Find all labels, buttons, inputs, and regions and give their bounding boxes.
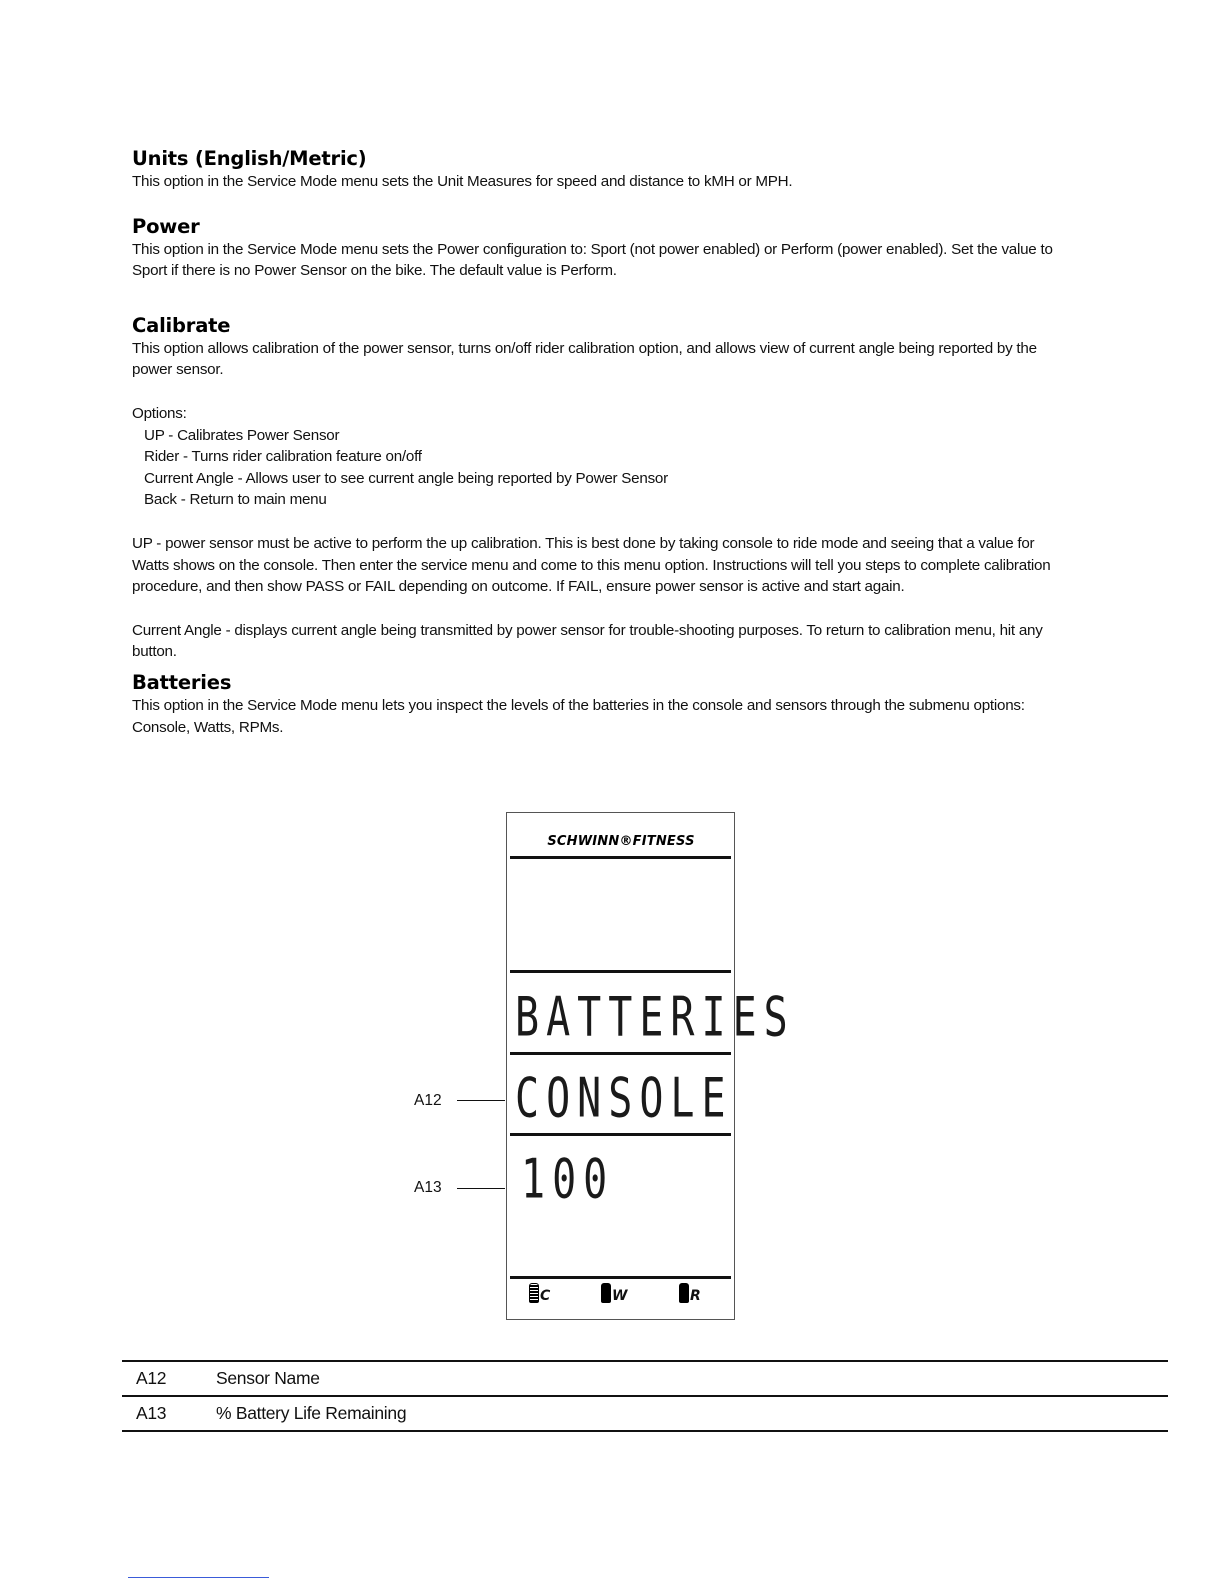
divider [510, 1276, 731, 1279]
lcd-sensor-name: CONSOLE [515, 1067, 733, 1131]
divider [510, 856, 731, 859]
option-current-angle: Current Angle - Allows user to see current angle being reported by Power Sensor [144, 469, 668, 487]
lcd-battery-percent: 100 [521, 1148, 615, 1212]
calibrate-line-1: This option allows calibration of the power sensor, turns on/off rider calibration option, and allows view of current angle being reported by the [132, 339, 1037, 357]
battery-solid-icon [679, 1283, 689, 1303]
battery-rpm-indicator: R [679, 1283, 701, 1303]
divider [510, 1052, 731, 1055]
divider [510, 1133, 731, 1136]
legend-code: A13 [136, 1403, 167, 1423]
battery-console-indicator: C [529, 1283, 550, 1303]
callout-a12-leader [457, 1100, 505, 1101]
schwinn-fitness-logo: SCHWINN®FITNESS [547, 834, 695, 849]
options-label: Options: [132, 404, 187, 422]
option-back: Back - Return to main menu [144, 491, 327, 509]
units-body: This option in the Service Mode menu sets the Unit Measures for speed and distance to kMH or MPH. [132, 173, 793, 190]
batteries-line-2: Console, Watts, RPMs. [132, 718, 284, 736]
lcd-menu-title: BATTERIES [515, 986, 795, 1050]
option-rider: Rider - Turns rider calibration feature on/off [144, 448, 422, 466]
callout-a13-leader [457, 1188, 505, 1189]
callout-a13: A13 [414, 1179, 442, 1196]
footnote-rule [128, 1577, 269, 1578]
up-line-2: Watts shows on the console. Then enter the service menu and come to this menu option. Instructions will tell you steps to complete calibration [132, 556, 1051, 574]
units-heading: Units (English/Metric) [132, 147, 367, 170]
legend-code: A12 [136, 1368, 167, 1388]
angle-line-2: button. [132, 643, 177, 661]
console-display [506, 812, 795, 1320]
power-heading: Power [132, 214, 200, 238]
battery-watts-indicator: W [601, 1283, 627, 1303]
legend-table [122, 1360, 1168, 1432]
option-up: UP - Calibrates Power Sensor [144, 426, 340, 444]
callout-a12: A12 [414, 1092, 442, 1109]
power-line-2: Sport if there is no Power Sensor on the bike. The default value is Perform. [132, 262, 617, 280]
table-row [122, 1396, 1168, 1431]
content [132, 147, 1092, 738]
legend-desc: % Battery Life Remaining [216, 1403, 407, 1423]
angle-line-1: Current Angle - displays current angle being transmitted by power sensor for trouble-shooting purposes. To return to calibration menu, hit any [132, 621, 1043, 639]
calibrate-heading: Calibrate [132, 313, 231, 337]
legend-desc: Sensor Name [216, 1368, 320, 1388]
table-row [122, 1361, 1168, 1396]
up-line-3: procedure, and then show PASS or FAIL depending on outcome. If FAIL, ensure power sensor is active and start again. [132, 578, 905, 596]
battery-hatched-icon [529, 1283, 539, 1303]
power-line-1: This option in the Service Mode menu sets the Power configuration to: Sport (not power enabled) or Perform (power enabled). Set the value to [132, 240, 1053, 258]
calibrate-line-2: power sensor. [132, 361, 224, 379]
batteries-line-1: This option in the Service Mode menu lets you inspect the levels of the batteries in the console and sensors through the submenu options: [132, 696, 1025, 714]
battery-indicators [529, 1280, 719, 1310]
battery-solid-icon [601, 1283, 611, 1303]
batteries-heading: Batteries [132, 670, 232, 694]
up-line-1: UP - power sensor must be active to perform the up calibration. This is best done by taking console to ride mode and seeing that a value for [132, 534, 1035, 552]
divider [510, 970, 731, 973]
